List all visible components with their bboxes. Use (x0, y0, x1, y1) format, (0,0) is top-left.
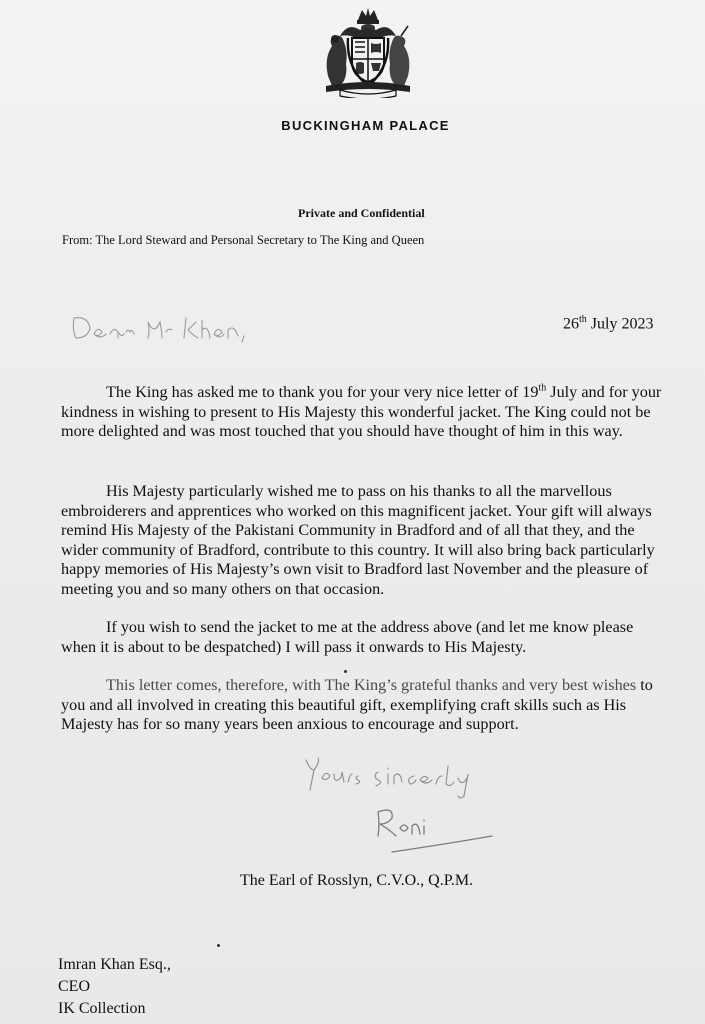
body-paragraph-4 (61, 676, 663, 735)
body-paragraph-2: His Majesty particularly wished me to pass on his thanks to all the marvellous embroiderers and apprentices who worked on this magnificent jacket. Your gift will always remind His Majesty of the Pakistani Community in Bradford and of all that they, and the wider community of Bradford, contribute to this country. It will also bring back particularly happy memories of His Majesty’s own visit to Bradford last November and the pleasure of meeting you and so many others on that occasion. (61, 482, 655, 598)
date-month-year: July 2023 (590, 315, 654, 333)
recipient-address (58, 954, 171, 1020)
ink-speck (217, 944, 220, 947)
date-suffix: th (579, 314, 587, 325)
recipient-title: CEO (58, 978, 90, 995)
signatory-name: The Earl of Rosslyn, C.V.O., Q.P.M. (240, 872, 474, 889)
date-day: 26 (563, 315, 579, 333)
paragraph-1-ordinal: th (538, 382, 547, 394)
paragraph-1-text-b: July and for your kindness in wishing to present to His Majesty this wonderful jacket. The King could not be more delighted and was most touched that you should have thought of him in this way. (61, 383, 662, 440)
handwritten-closing-and-signature (296, 748, 506, 858)
recipient-name: Imran Khan Esq., (58, 956, 171, 973)
handwritten-salutation (68, 308, 248, 348)
letter-date (563, 314, 653, 333)
ink-speck (344, 670, 347, 673)
letterhead-title: BUCKINGHAM PALACE (281, 118, 450, 133)
from-line: From: The Lord Steward and Personal Secretary to The King and Queen (62, 233, 425, 247)
body-paragraph-3: If you wish to send the jacket to me at the address above (and let me know please when it is about to be despatched) I will pass it onwards to His Majesty. (61, 618, 634, 656)
paragraph-1-text-a: The King has asked me to thank you for your very nice letter of 19 (106, 383, 539, 401)
recipient-company: IK Collection (58, 1000, 146, 1017)
classification-label: Private and Confidential (298, 206, 425, 220)
body-paragraph-1 (61, 383, 663, 442)
royal-coat-of-arms (318, 6, 418, 98)
paragraph-4-rest: to you and all involved in creating this beautiful gift, exemplifying craft skills such as His Majesty has for so many years been anxious to encourage and support. (61, 676, 653, 733)
paragraph-4-first-line: This letter comes, therefore, with The King’s grateful thanks and very best wishes (106, 676, 637, 694)
